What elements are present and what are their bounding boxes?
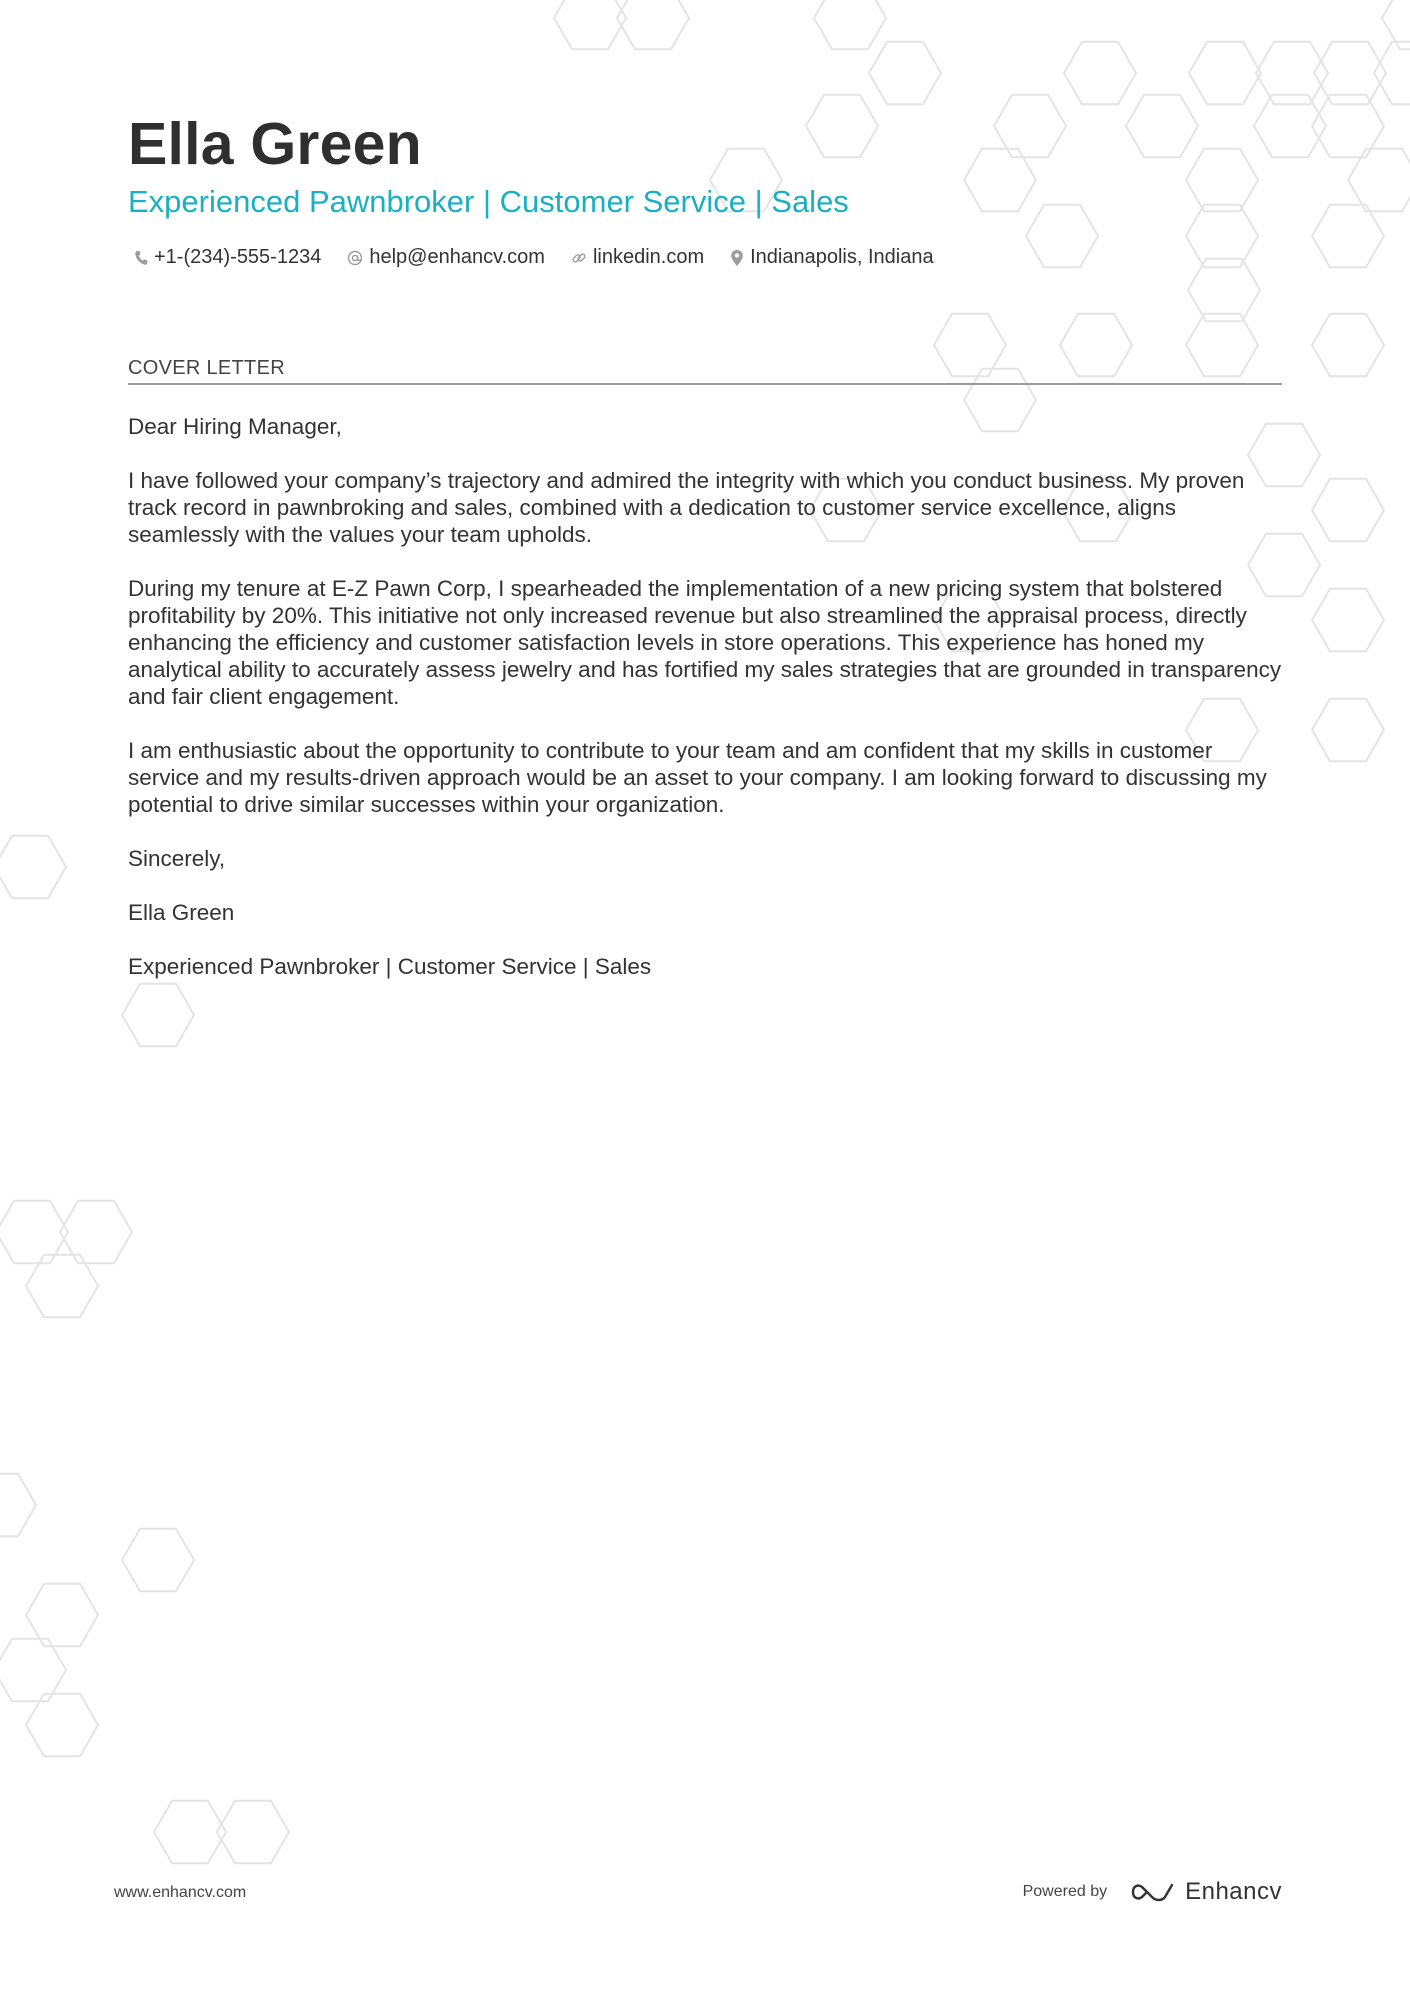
brand-logo[interactable] [1129, 1878, 1282, 1906]
contact-email[interactable] [347, 246, 545, 269]
applicant-headline: Experienced Pawnbroker | Customer Service | Sales [128, 184, 849, 219]
signature-title: Experienced Pawnbroker | Customer Service | Sales [128, 954, 652, 979]
signature-name: Ella Green [128, 900, 235, 925]
powered-by-label: Powered by [1022, 1883, 1108, 1900]
section-title-cover-letter: COVER LETTER [128, 357, 285, 379]
letter-paragraph: During my tenure at E-Z Pawn Corp, I spearheaded the implementation of a new pricing system that bolstered profitability by 20%. This initiative not only increased revenue but also streamlined the appraisal process, directly enhancing the efficiency and customer satisfaction levels in store operations. This experience has honed my analytical ability to accurately assess jewelry and has fortified my sales strategies that are grounded in transparency and fair client engagement. [128, 576, 1282, 709]
letter-greeting: Dear Hiring Manager, [128, 414, 342, 439]
letter-paragraph: I have followed your company’s trajectory and admired the integrity with which you conduct business. My proven track record in pawnbroking and sales, combined with a dedication to customer service excellence, aligns seamlessly with the values your team upholds. [128, 468, 1245, 547]
letter-paragraph: I am enthusiastic about the opportunity to contribute to your team and am confident that my skills in customer service and my results-driven approach would be an asset to your company. I am looking forward to discussing my potential to drive similar successes within your organization. [128, 738, 1267, 817]
phone-text: +1-(234)-555-1234 [154, 246, 322, 268]
location-text: Indianapolis, Indiana [750, 246, 934, 268]
contact-linkedin[interactable] [571, 246, 704, 269]
letter-closing: Sincerely, [128, 846, 226, 871]
letter-body [128, 413, 1288, 1007]
brand-name: Enhancv [1185, 1878, 1282, 1905]
contact-bar [134, 246, 934, 269]
contact-phone[interactable] [134, 246, 321, 269]
phone-icon [134, 250, 148, 266]
applicant-name: Ella Green [128, 111, 422, 177]
email-text: help@enhancv.com [369, 246, 545, 268]
enhancv-logo-icon [1129, 1880, 1175, 1904]
link-icon [571, 250, 587, 266]
footer-branding [1023, 1878, 1282, 1906]
at-icon [347, 250, 363, 266]
contact-location [730, 246, 933, 269]
location-pin-icon [730, 249, 744, 267]
section-divider [128, 383, 1282, 385]
footer-website-link[interactable]: www.enhancv.com [114, 1884, 247, 1901]
linkedin-text: linkedin.com [592, 246, 705, 268]
